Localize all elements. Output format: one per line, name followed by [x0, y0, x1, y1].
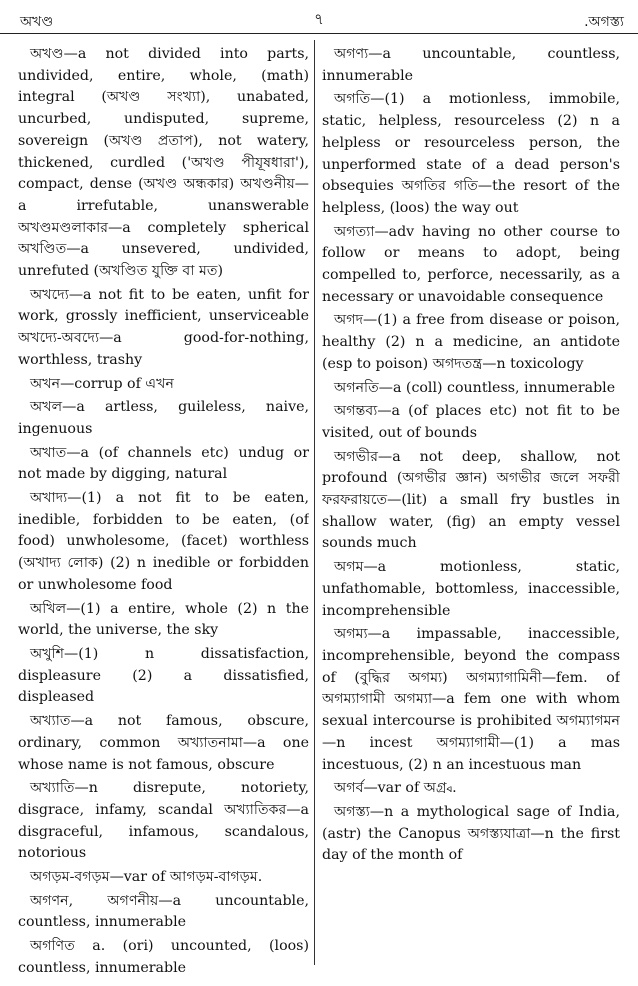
dictionary-entry: অগণিত a. (ori) uncounted, (loos) countless, innumerable — [18, 938, 309, 974]
dictionary-entry: অগনতি—a (coll) countless, innumerable — [334, 379, 616, 396]
dictionary-entry: অখণ্ড—a not divided into parts, undivided, entire, whole, (math) integral (অখণ্ড সংখ্যা), unabated, uncurbed, undisputed, supreme, sovereign (অখণ্ড প্রতাপ), not watery, thickened, curdled ('অখণ্ড পীযূষধারা'), compact, dense (অখণ্ড অন্ধকার) অখণ্ডনীয়—a irrefutable, unanswerable অখণ্ডমণ্ডলাকার—a completely spherical অখণ্ডিত—a unsevered, undivided, unrefuted (অখণ্ডিত যুক্তি বা মত) — [18, 46, 309, 280]
dictionary-entry: অখন—corrup of এখন — [30, 375, 174, 392]
dictionary-entry: অখাত—a (of channels etc) undug or not made by digging, natural — [18, 444, 309, 483]
dictionary-entry: অখদ্যে—a not fit to be eaten, unfit for work, grossly inefficient, unserviceable অখদ্যে-অবদ্যে—a good-for-nothing, worthless, trashy — [18, 286, 309, 368]
dictionary-entry: অখাদ্য—(1) a not fit to be eaten, inedible, forbidden to be eaten, (of food) unwholesome, (facet) worthless (অখাদ্য লোক) (2) n inedible or forbidden or unwholesome food — [18, 490, 309, 593]
dictionary-entry: অখল—a artless, guileless, naive, ingenuous — [18, 399, 309, 437]
dictionary-entry: অগম্য—a impassable, inaccessible, incomprehensible, beyond the compass of (বুদ্ধির অগম্য) অগম্যাগামিনী—fem. of অগম্যাগামী অগম্যা—a fem one with whom sexual intercourse is prohibited অগম্যাগমন—n incest অগম্যাগামী—(1) a mas incestuous, (2) n an incestuous man — [322, 626, 620, 773]
dictionary-entry: অগণ্য—a uncountable, countless, innumerable — [322, 46, 620, 84]
header-guide-word-left: অখণ্ড — [20, 14, 54, 30]
dictionary-entry: অগদ—(1) a free from disease or poison, healthy (2) n a medicine, an antidote (esp to poison) অগদতন্ত্র—n toxicology — [322, 312, 620, 372]
dictionary-entry: অখুশি—(1) n dissatisfaction, displeasure (2) a dissatisfied, displeased — [18, 645, 309, 706]
dictionary-entry: অগভীর—a not deep, shallow, not profound (অগভীর জ্ঞান) অগভীর জলে সফরী ফরফরায়তে—(lit) a small fry bustles in shallow water, (fig) an empty vessel sounds much — [322, 448, 620, 552]
dictionary-entry: অগতি—(1) a motionless, immobile, static, helpless, resourceless (2) n a helpless or resourceless person, the unperformed state of a dead person's obsequies অগতির গতি—the resort of the helpless, (loos) the way out — [322, 91, 620, 216]
page-number: ৭ — [314, 10, 324, 28]
right-column — [322, 44, 620, 974]
dictionary-entry: অখ্যাতি—n disrepute, notoriety, disgrace, infamy, scandal অখ্যাতিকর—a disgraceful, infamous, scandalous, notorious — [18, 780, 309, 862]
dictionary-entry: অগণন, অগণনীয়—a uncountable, countless, innumerable — [18, 892, 309, 931]
dictionary-entry: অগস্ত্য—n a mythological sage of India, (astr) the Canopus অগস্ত্যযাত্রা—n the first day of the month of — [322, 803, 620, 864]
left-column — [18, 44, 309, 974]
dictionary-entry: অগর্ব—var of অগ্র্ব. — [334, 780, 457, 797]
page-header — [0, 0, 638, 34]
dictionary-entry: অগম—a motionless, static, unfathomable, bottomless, inaccessible, incomprehensible — [322, 559, 620, 619]
dictionary-entry: অগন্তব্য—a (of places etc) not fit to be visited, out of bounds — [322, 403, 620, 441]
dictionary-entry: অখিল—(1) a entire, whole (2) n the world, the universe, the sky — [18, 600, 309, 639]
column-divider — [314, 40, 315, 965]
header-guide-word-right: .অগস্ত্য — [584, 14, 624, 30]
dictionary-entry: অগড়ম-বগড়ম—var of আগড়ম-বাগড়ম. — [30, 869, 263, 886]
dictionary-entry: অখ্যাত—a not famous, obscure, ordinary, common অখ্যাতনামা—a one whose name is not famous, obscure — [18, 713, 309, 773]
dictionary-entry: অগত্যা—adv having no other course to follow or means to adopt, being compelled to, perforce, necessarily, as a necessary or unavoidable consequence — [322, 223, 620, 305]
